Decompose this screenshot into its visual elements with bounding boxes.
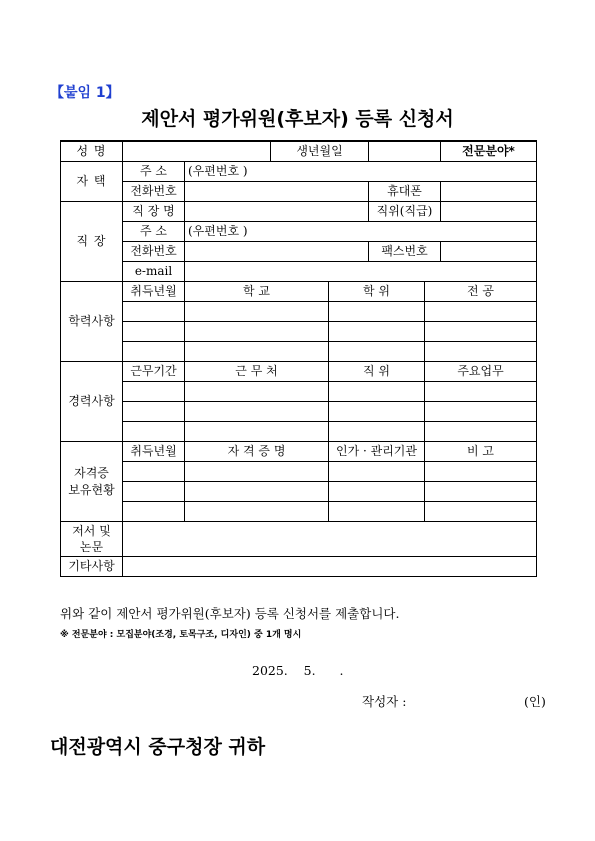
home-section-label: 자 택	[61, 162, 123, 202]
career-cell[interactable]	[123, 422, 185, 442]
career-header-workplace: 근 무 처	[185, 362, 329, 382]
certification-row	[61, 482, 537, 502]
page-title: 제안서 평가위원(후보자) 등록 신청서	[141, 108, 454, 130]
certification-header-authority: 인가 · 관리기관	[329, 442, 425, 462]
fax-input[interactable]	[441, 242, 537, 262]
certification-section-line1: 자격증	[74, 465, 109, 480]
work-phone-row	[61, 242, 537, 262]
career-header-row	[61, 362, 537, 382]
career-cell[interactable]	[123, 382, 185, 402]
education-header-row	[61, 282, 537, 302]
certification-cell[interactable]	[329, 482, 425, 502]
mobile-label: 휴대폰	[369, 182, 441, 202]
career-cell[interactable]	[185, 402, 329, 422]
education-header-major: 전 공	[425, 282, 537, 302]
home-address-label: 주 소	[123, 162, 185, 182]
education-header-degree: 학 위	[329, 282, 425, 302]
work-phone-input[interactable]	[185, 242, 369, 262]
certification-cell[interactable]	[123, 482, 185, 502]
home-address-input[interactable]: (우편번호 )	[185, 162, 537, 182]
certification-cell[interactable]	[123, 462, 185, 482]
certification-row	[61, 502, 537, 522]
author-label: 작성자 :	[362, 694, 407, 709]
home-phone-input[interactable]	[185, 182, 369, 202]
education-cell[interactable]	[185, 342, 329, 362]
certification-header-remarks: 비 고	[425, 442, 537, 462]
publications-label-line2: 논문	[79, 540, 104, 554]
work-phone-label: 전화번호	[123, 242, 185, 262]
company-input[interactable]	[185, 202, 369, 222]
home-phone-label: 전화번호	[123, 182, 185, 202]
certification-row	[61, 462, 537, 482]
certification-cell[interactable]	[123, 502, 185, 522]
work-address-input[interactable]: (우편번호 )	[185, 222, 537, 242]
certification-cell[interactable]	[185, 482, 329, 502]
education-cell[interactable]	[185, 302, 329, 322]
birth-input[interactable]	[369, 141, 441, 162]
home-address-row	[61, 162, 537, 182]
career-section-label: 경력사항	[61, 362, 123, 442]
name-row	[61, 141, 537, 162]
career-header-duties: 주요업무	[425, 362, 537, 382]
work-section-label: 직 장	[61, 202, 123, 282]
application-form-table	[60, 140, 537, 577]
other-input[interactable]	[123, 557, 537, 577]
other-label: 기타사항	[61, 557, 123, 577]
fax-label: 팩스번호	[369, 242, 441, 262]
career-header-period: 근무기간	[123, 362, 185, 382]
certification-cell[interactable]	[185, 462, 329, 482]
education-cell[interactable]	[185, 322, 329, 342]
career-cell[interactable]	[123, 402, 185, 422]
certification-header-name: 자 격 증 명	[185, 442, 329, 462]
name-input[interactable]	[123, 141, 271, 162]
email-label: e-mail	[123, 262, 185, 282]
certification-section-line2: 보유현황	[68, 482, 115, 497]
position-input[interactable]	[441, 202, 537, 222]
attachment-label: 【붙임 1】	[50, 85, 120, 101]
career-cell[interactable]	[425, 422, 537, 442]
career-row	[61, 382, 537, 402]
position-label: 직위(직급)	[369, 202, 441, 222]
education-cell[interactable]	[123, 322, 185, 342]
publications-label	[61, 522, 123, 557]
work-email-row	[61, 262, 537, 282]
certification-header-date: 취득년월	[123, 442, 185, 462]
work-address-row	[61, 222, 537, 242]
education-row	[61, 342, 537, 362]
declaration-text: 위와 같이 제안서 평가위원(후보자) 등록 신청서를 제출합니다.	[60, 606, 400, 621]
career-cell[interactable]	[329, 402, 425, 422]
career-row	[61, 402, 537, 422]
education-cell[interactable]	[123, 302, 185, 322]
education-cell[interactable]	[123, 342, 185, 362]
education-header-school: 학 교	[185, 282, 329, 302]
field-note: ※ 전문분야 : 모집분야(조경, 토목구조, 디자인) 중 1개 명시	[60, 630, 302, 640]
education-cell[interactable]	[329, 302, 425, 322]
certification-cell[interactable]	[185, 502, 329, 522]
name-label: 성 명	[61, 141, 123, 162]
career-header-position: 직 위	[329, 362, 425, 382]
education-row	[61, 302, 537, 322]
home-phone-row	[61, 182, 537, 202]
certification-cell[interactable]	[425, 462, 537, 482]
education-header-date: 취득년월	[123, 282, 185, 302]
career-cell[interactable]	[329, 382, 425, 402]
career-cell[interactable]	[185, 422, 329, 442]
email-input[interactable]	[185, 262, 537, 282]
publications-row	[61, 522, 537, 557]
field-label: 전문분야*	[441, 141, 537, 162]
work-name-row	[61, 202, 537, 222]
education-section-label: 학력사항	[61, 282, 123, 362]
certification-header-row	[61, 442, 537, 462]
mobile-input[interactable]	[441, 182, 537, 202]
education-row	[61, 322, 537, 342]
addressee: 대전광역시 중구청장 귀하	[50, 736, 266, 758]
seal-label: (인)	[524, 694, 546, 709]
education-cell[interactable]	[329, 322, 425, 342]
certification-cell[interactable]	[329, 502, 425, 522]
other-row	[61, 557, 537, 577]
work-address-label: 주 소	[123, 222, 185, 242]
education-cell[interactable]	[425, 322, 537, 342]
career-cell[interactable]	[425, 382, 537, 402]
career-row	[61, 422, 537, 442]
certification-section-label	[61, 442, 123, 522]
education-cell[interactable]	[425, 342, 537, 362]
career-cell[interactable]	[425, 402, 537, 422]
publications-label-line1: 저서 및	[72, 524, 111, 538]
education-cell[interactable]	[425, 302, 537, 322]
birth-label: 생년월일	[271, 141, 369, 162]
company-label: 직 장 명	[123, 202, 185, 222]
certification-cell[interactable]	[425, 482, 537, 502]
publications-input[interactable]	[123, 522, 537, 557]
career-cell[interactable]	[329, 422, 425, 442]
career-cell[interactable]	[185, 382, 329, 402]
education-cell[interactable]	[329, 342, 425, 362]
certification-cell[interactable]	[425, 502, 537, 522]
certification-cell[interactable]	[329, 462, 425, 482]
submission-date: 2025. 5. .	[252, 663, 344, 678]
